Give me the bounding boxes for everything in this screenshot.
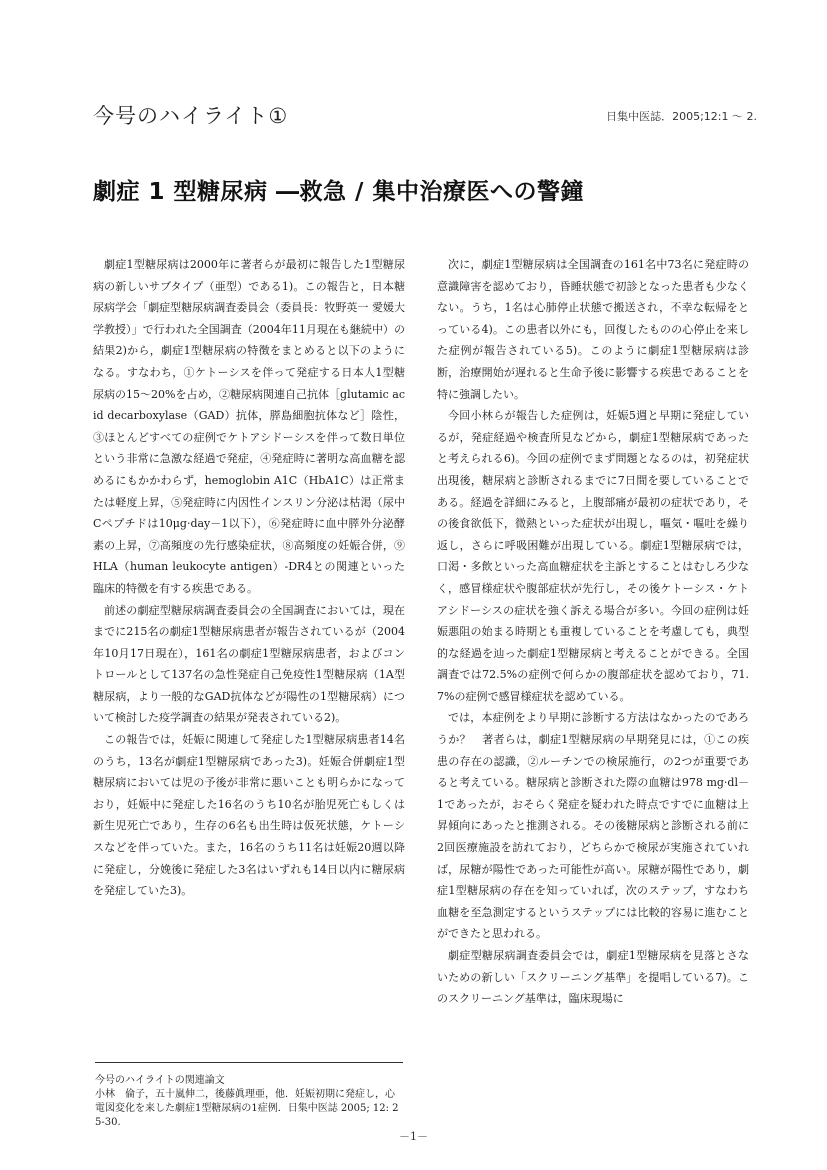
related-article-heading: 今号のハイライトの関連論文 bbox=[95, 1075, 225, 1086]
left-column bbox=[93, 254, 405, 902]
related-article-box bbox=[95, 1062, 403, 1130]
related-article-reference[interactable]: 小林 倫子，五十嵐伸二，後藤眞理亜，他．妊娠初期に発症し，心電図変化を来した劇症1型糖尿病の1症例．日集中医誌 2005; 12: 25-30. bbox=[95, 1089, 399, 1128]
paragraph: 前述の劇症型糖尿病調査委員会の全国調査においては，現在までに215名の劇症1型糖尿病患者が報告されているが（2004年10月17日現在），161名の劇症1型糖尿病患者，およびコントロールとして137名の急性発症自己免疫性1型糖尿病（1A型糖尿病，より一般的なGAD抗体などが陽性の1型糖尿病）について検討した疫学調査の結果が発表されている2)。 bbox=[93, 603, 405, 725]
article-title: 劇症 1 型糖尿病 ―救急 / 集中治療医への警鐘 bbox=[93, 179, 584, 205]
paragraph: では，本症例をより早期に診断する方法はなかったのであろうか？ 著者らは，劇症1型糖尿病の早期発見には，①この疾患の存在の認識，②ルーチンでの検尿施行，の2つが重要であると考えている。糖尿病と診断された際の血糖は978 mg·dl－1であったが，おそらく発症を疑われた時点ですでに血糖は上昇傾向にあったと推測される。その後糖尿病と診断される前に2回医療施設を訪れており，どちらかで検尿が実施されていれば，尿糖が陽性であった可能性が高い。尿糖が陽性であり，劇症1型糖尿病の存在を知っていれば，次のステップ，すなわち血糖を至急測定するというステップには比較的容易に進むことができたと思われる。 bbox=[437, 711, 749, 941]
page-number: －1－ bbox=[399, 1130, 428, 1143]
paragraph: 劇症型糖尿病調査委員会では，劇症1型糖尿病を見落とさないための新しい「スクリーニング基準」を提唱している7)。このスクリーニング基準は，臨床現場に bbox=[437, 949, 749, 1006]
paragraph: 劇症1型糖尿病は2000年に著者らが最初に報告した1型糖尿病の新しいサブタイプ（亜型）である1)。この報告と，日本糖尿病学会「劇症型糖尿病調査委員会（委員長：牧野英一 愛媛大学教授）」で行われた全国調査（2004年11月現在も継続中）の結果2)から，劇症1型糖尿病の特徴をまとめると以下のようになる。すなわち，①ケトーシスを伴って発症する日本人1型糖尿病の15～20%を占め，②糖尿病関連自己抗体［glutamic acid decarboxylase（GAD）抗体，膵島細胞抗体など］陰性，③ほとんどすべての症例でケトアシドーシスを伴って数日単位という非常に急激な経過で発症，④発症時に著明な高血糖を認めるにもかかわらず，hemoglobin A1C（HbA1C）は正常または軽度上昇，⑤発症時に内因性インスリン分泌は枯渇（尿中Cペプチドは10μg·day－1以下），⑥発症時に血中膵外分泌酵素の上昇，⑦高頻度の先行感染症状，⑧高頻度の妊娠合併，⑨HLA（human leukocyte antigen）-DR4との関連といった臨床的特徴を有する疾患である。 bbox=[93, 258, 405, 595]
paragraph: この報告では，妊娠に関連して発症した1型糖尿病患者14名のうち，13名が劇症1型糖尿病であった3)。妊娠合併劇症1型糖尿病においては児の予後が非常に悪いことも明らかになっており，妊娠中に発症した16名のうち10名が胎児死亡もしくは新生児死亡であり，生存の6名も出生時は仮死状態，ケトーシスなどを伴っていた。また，16名のうち11名は妊娠20週以降に発症し，分娩後に発症した3名はいずれも14日以内に糖尿病を発症していた3)。 bbox=[93, 733, 405, 898]
journal-citation: 日集中医誌．2005;12:1 ～ 2. bbox=[606, 110, 757, 123]
series-label: 今号のハイライト① bbox=[93, 104, 289, 128]
paragraph: 次に，劇症1型糖尿病は全国調査の161名中73名に発症時の意識障害を認めており，昏睡状態で初診となった患者も少なくない。うち，1名は心肺停止状態で搬送され，不幸な転帰をとっている4)。この患者以外にも，回復したものの心停止を来した症例が報告されている5)。このように劇症1型糖尿病は診断，治療開始が遅れると生命予後に影響する疾患であることを特に強調したい。 bbox=[437, 258, 749, 401]
paragraph: 今回小林らが報告した症例は，妊娠5週と早期に発症しているが，発症経過や検査所見などから，劇症1型糖尿病であったと考えられる6)。今回の症例でまず問題となるのは，初発症状出現後，糖尿病と診断されるまでに7日間を要していることである。経過を詳細にみると，上腹部痛が最初の症状であり，その後食欲低下，微熱といった症状が出現し，嘔気・嘔吐を繰り返し，さらに呼吸困難が出現している。劇症1型糖尿病では，口渇・多飲といった高血糖症状を主訴とすることはむしろ少なく，感冒様症状や腹部症状が先行し，その後ケトーシス・ケトアシドーシスの症状を強く訴える場合が多い。今回の症例は妊娠悪阻の始まる時期とも重複していることを考慮しても，典型的な経過を辿った劇症1型糖尿病と考えることができる。全国調査では72.5%の症例で何らかの腹部症状を認めており，71.7%の症例で感冒様症状を認めている。 bbox=[437, 409, 749, 703]
right-column bbox=[437, 254, 749, 1010]
